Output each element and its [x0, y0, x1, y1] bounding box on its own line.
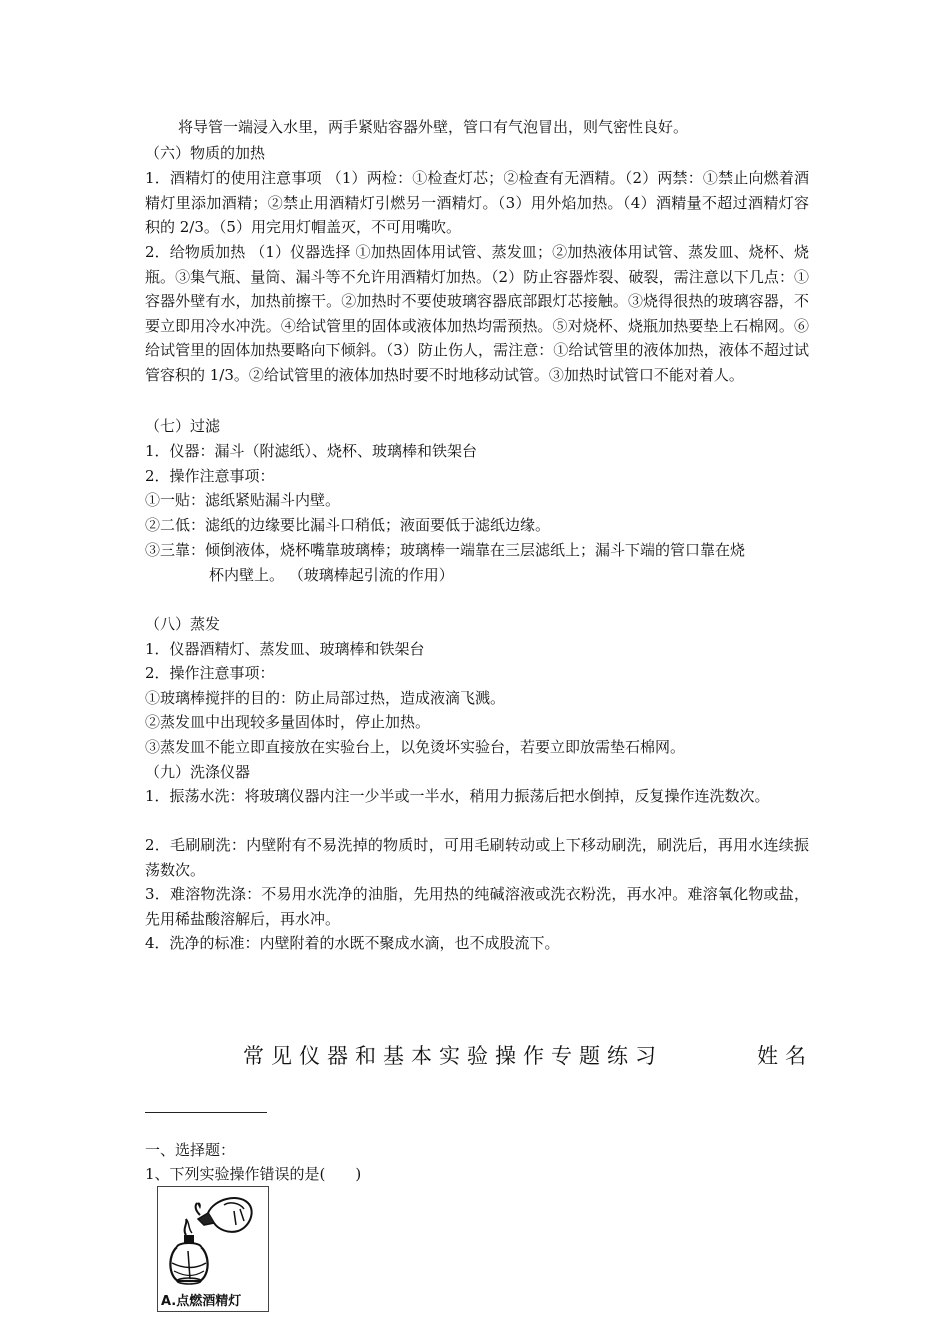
alcohol-lamp-illustration-icon	[164, 1191, 264, 1289]
section-8-line-1: 1．仪器酒精灯、蒸发皿、玻璃棒和铁架台	[145, 640, 425, 658]
section-7-line-5	[145, 538, 809, 587]
section-7-heading: （七）过滤	[145, 417, 221, 435]
section-7-line-4: ②二低：滤纸的边缘要比漏斗口稍低；液面要低于滤纸边缘。	[145, 516, 551, 534]
section-9-para-2: 2．毛刷刷洗：内壁附有不易洗掉的物质时，可用毛刷转动或上下移动刷洗，刷洗后，再用水连续振荡数次。	[145, 836, 809, 879]
question-1: 1、下列实验操作错误的是( )	[145, 1165, 362, 1183]
section-9-para-4: 4．洗净的标准：内壁附着的水既不聚成水滴，也不成股流下。	[145, 934, 560, 952]
section-7-line-5b: 杯内壁上。 （玻璃棒起引流的作用）	[209, 565, 454, 584]
name-label: 姓名	[757, 1044, 813, 1068]
section-8-line-2: 2．操作注意事项：	[145, 664, 275, 682]
section-6-heading: （六）物质的加热	[145, 144, 266, 162]
section-8-line-4: ②蒸发皿中出现较多量固体时，停止加热。	[145, 713, 431, 731]
section-7-line-1: 1．仪器：漏斗（附滤纸）、烧杯、玻璃棒和铁架台	[145, 442, 478, 460]
exercise-title: 常见仪器和基本实验操作专题练习	[243, 1044, 663, 1068]
section-9-para-3: 3．难溶物洗涤：不易用水洗净的油脂，先用热的纯碱溶液或洗衣粉洗，再水冲。难溶氧化物或盐，先用稀盐酸溶解后，再水冲。	[145, 885, 809, 928]
section-9-heading: （九）洗涤仪器	[145, 763, 251, 781]
section-6-para-2: 2．给物质加热 （1）仪器选择 ①加热固体用试管、蒸发皿；②加热液体用试管、蒸发皿、烧杯、烧瓶。③集气瓶、量筒、漏斗等不允许用酒精灯加热。（2）防止容器炸裂、破裂，需注意以下几点：①容器外壁有水，加热前擦干。②加热时不要使玻璃容器底部跟灯芯接触。③烧得很热的玻璃容器，不要立即用冷水冲洗。④给试管里的固体或液体加热均需预热。⑤对烧杯、烧瓶加热要垫上石棉网。⑥给试管里的固体加热要略向下倾斜。（3）防止伤人，需注意：①给试管里的液体加热，液体不超过试管容积的 1/3。②给试管里的液体加热时要不时地移动试管。③加热时试管口不能对着人。	[145, 243, 809, 384]
section-8-line-5: ③蒸发皿不能立即直接放在实验台上，以免烫坏实验台，若要立即放需垫石棉网。	[145, 738, 686, 756]
section-8-heading: （八）蒸发	[145, 615, 221, 633]
section-7-line-5a: ③三靠：倾倒液体，烧杯嘴靠玻璃棒；玻璃棒一端靠在三层滤纸上；漏斗下端的管口靠在烧	[145, 541, 746, 559]
intro-line: 将导管一端浸入水里，两手紧贴容器外壁，管口有气泡冒出，则气密性良好。	[178, 118, 689, 136]
section-6-para-1: 1．酒精灯的使用注意事项 （1）两检：①检查灯芯；②检查有无酒精。（2）两禁：①禁止向燃着酒精灯里添加酒精；②禁止用酒精灯引燃另一酒精灯。（3）用外焰加热。（4）酒精量不超过酒精灯容积的 2/3。（5）用完用灯帽盖灭，不可用嘴吹。	[145, 169, 809, 237]
name-underline	[145, 1112, 267, 1113]
figure-caption: A.点燃酒精灯	[161, 1294, 242, 1309]
section-7-line-2: 2．操作注意事项：	[145, 467, 275, 485]
section-8-line-3: ①玻璃棒搅拌的目的：防止局部过热，造成液滴飞溅。	[145, 689, 506, 707]
section-9-para-1: 1．振荡水洗：将玻璃仪器内注一少半或一半水，稍用力振荡后把水倒掉，反复操作连洗数次。	[145, 787, 770, 805]
part-1-heading: 一、选择题：	[145, 1141, 236, 1159]
figure-option-a	[157, 1186, 269, 1312]
section-7-line-3: ①一贴：滤纸紧贴漏斗内壁。	[145, 491, 341, 509]
